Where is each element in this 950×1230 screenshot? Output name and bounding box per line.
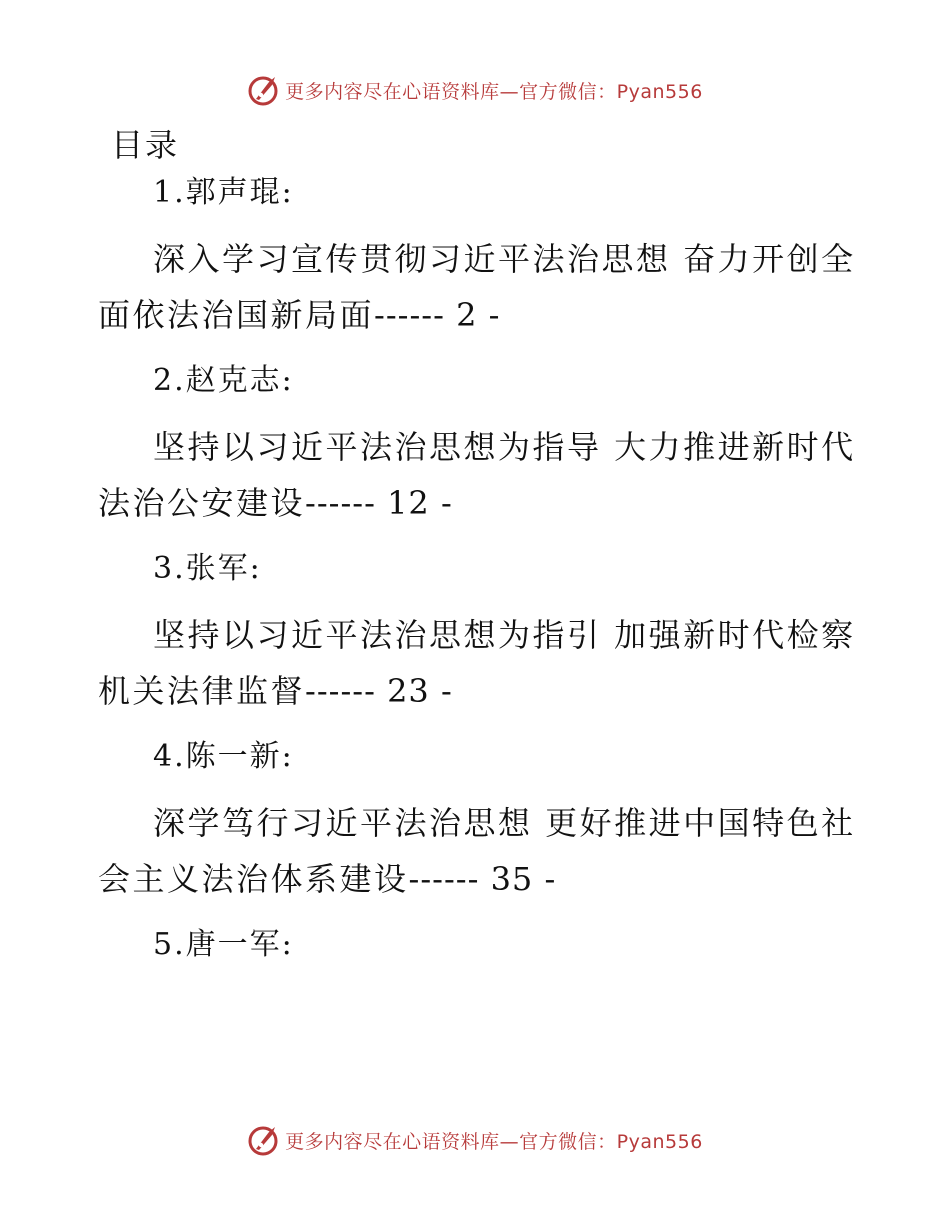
toc-entry-page: ------ 2 - — [374, 296, 501, 334]
toc-entry-page: ------ 35 - — [408, 860, 557, 898]
toc-entry-title: 深学笃行习近平法治思想 更好推进中国特色社会主义法治体系建设 — [98, 804, 856, 898]
table-of-contents — [98, 165, 858, 973]
toc-entry-3 — [98, 541, 858, 719]
toc-entry-author: 4.陈一新: — [153, 739, 294, 774]
toc-entry-title: 坚持以习近平法治思想为指引 加强新时代检察机关法律监督 — [98, 616, 856, 710]
toc-entry-page: ------ 12 - — [305, 484, 453, 522]
banner-dash: — — [499, 1130, 520, 1153]
banner-wechat: 官方微信：Pyan556 — [519, 1130, 703, 1153]
toc-entry-author: 5.唐一军: — [153, 927, 294, 962]
toc-entry-author: 2.赵克志: — [153, 363, 294, 398]
toc-entry-link[interactable] — [98, 795, 858, 907]
toc-entry-title: 深入学习宣传贯彻习近平法治思想 奋力开创全面依法治国新局面 — [98, 240, 856, 334]
toc-entry-author: 3.张军: — [153, 551, 262, 586]
banner-site-name: 更多内容尽在心语资料库 — [285, 1130, 500, 1153]
banner-text — [285, 1127, 703, 1154]
toc-entry-title: 坚持以习近平法治思想为指导 大力推进新时代法治公安建设 — [98, 428, 856, 522]
page-title: 目录 — [111, 126, 180, 164]
toc-entry-link[interactable] — [98, 607, 858, 719]
toc-entry-5 — [98, 917, 858, 973]
watermark-banner-bottom — [0, 1120, 950, 1160]
banner-wechat: 官方微信：Pyan556 — [519, 80, 703, 103]
toc-entry-2 — [98, 353, 858, 531]
toc-entry-link[interactable] — [98, 419, 858, 531]
toc-entry-4 — [98, 729, 858, 907]
pen-nib-logo-icon — [247, 73, 281, 107]
banner-dash: — — [499, 80, 520, 103]
pen-nib-logo-icon — [247, 1123, 281, 1157]
toc-entry-1 — [98, 165, 858, 343]
toc-entry-author: 1.郭声琨: — [153, 175, 294, 210]
banner-site-name: 更多内容尽在心语资料库 — [285, 80, 500, 103]
toc-entry-link[interactable] — [98, 231, 858, 343]
toc-entry-page: ------ 23 - — [305, 672, 453, 710]
watermark-banner-top — [0, 70, 950, 110]
banner-text — [285, 77, 703, 104]
